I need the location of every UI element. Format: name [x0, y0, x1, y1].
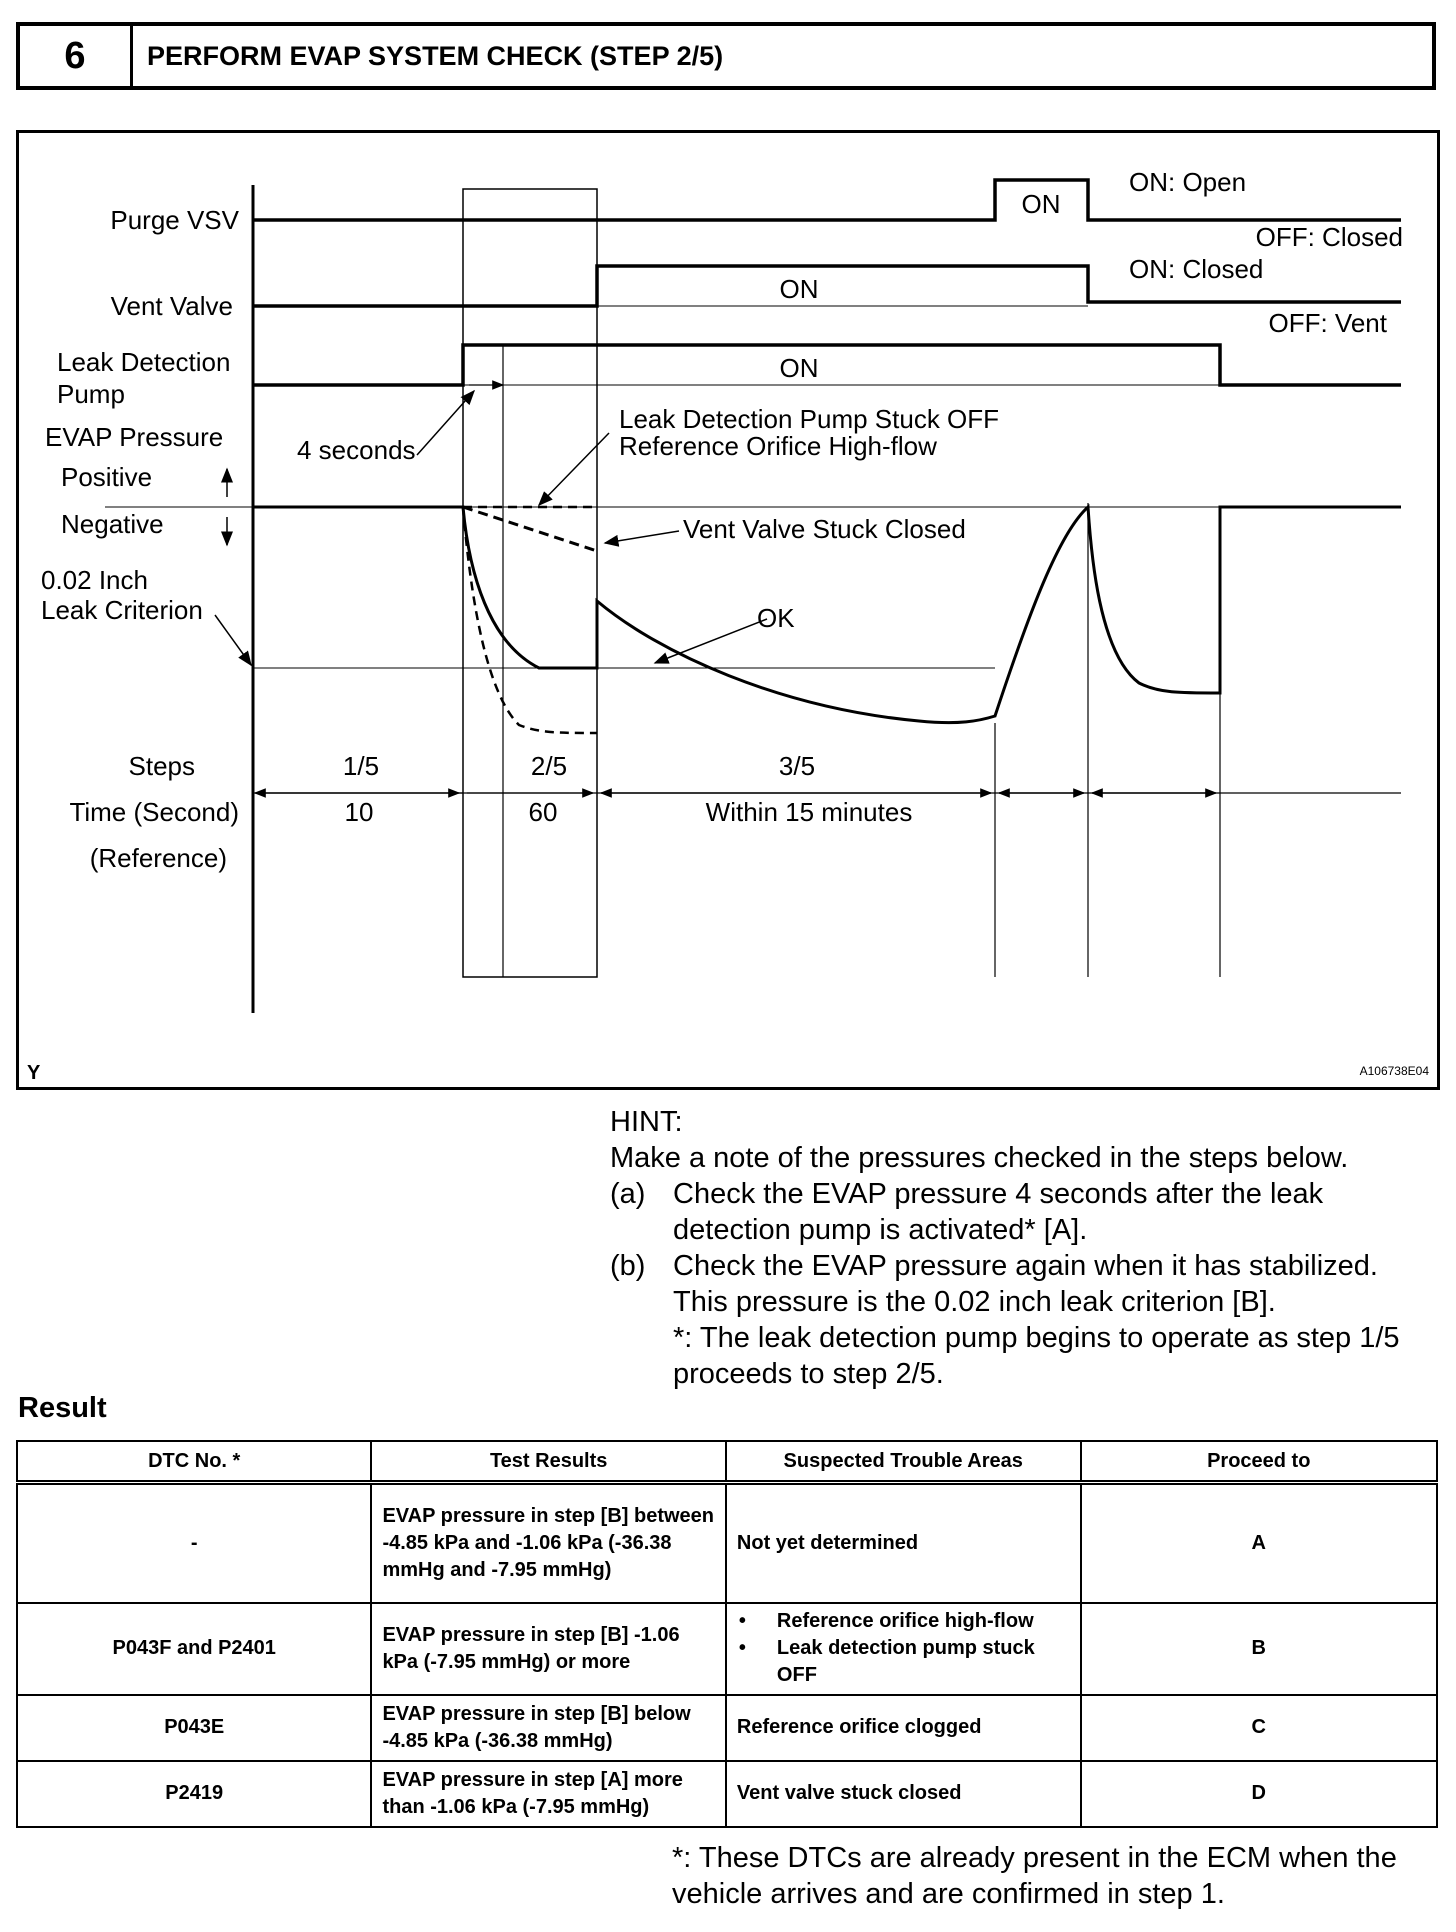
step-3-label: 3/5 — [778, 751, 816, 781]
cell-areas: Not yet determined — [726, 1483, 1081, 1603]
step-1-label: 1/5 — [342, 751, 380, 781]
time-3-label: Within 15 minutes — [705, 797, 913, 827]
label-negative: Negative — [61, 509, 164, 539]
cell-dtc: P043F and P2401 — [17, 1603, 371, 1695]
col-proceed: Proceed to — [1081, 1441, 1437, 1483]
hint-item-text: Check the EVAP pressure again when it has stabilized. — [673, 1250, 1378, 1282]
table-row — [17, 1603, 1437, 1695]
timing-diagram-svg — [19, 133, 1437, 1087]
purge-on-label: ON — [1021, 189, 1061, 219]
step-number: 6 — [20, 26, 133, 86]
label-purge-vsv: Purge VSV — [110, 205, 239, 235]
table-row — [17, 1695, 1437, 1761]
ok-label: OK — [757, 603, 795, 633]
time-2-label: 60 — [528, 797, 558, 827]
hint-item-text: This pressure is the 0.02 inch leak criterion [B]. — [673, 1286, 1276, 1318]
stuck-off-label-2: Reference Orifice High-flow — [619, 431, 937, 461]
stuck-off-leader — [539, 433, 609, 505]
pump-on-label: ON — [779, 353, 819, 383]
footnote — [672, 1840, 1452, 1912]
cell-proceed: A — [1081, 1483, 1437, 1603]
cell-test: EVAP pressure in step [A] more than -1.06 kPa (-7.95 mmHg) — [371, 1761, 725, 1827]
criterion-leader — [215, 615, 251, 665]
footnote-line: *: These DTCs are already present in the ECM when the — [672, 1842, 1397, 1874]
hint-note-2: proceeds to step 2/5. — [673, 1358, 944, 1390]
ok-leader — [655, 619, 767, 663]
table-row — [17, 1483, 1437, 1603]
label-criterion-1: 0.02 Inch — [41, 565, 148, 595]
purge-off-closed-label: OFF: Closed — [1255, 222, 1403, 252]
col-dtc: DTC No. * — [17, 1441, 371, 1483]
cell-dtc: P043E — [17, 1695, 371, 1761]
result-heading: Result — [18, 1392, 107, 1424]
result-table — [16, 1440, 1438, 1828]
hint-item-b — [610, 1248, 1450, 1320]
label-positive: Positive — [61, 462, 153, 492]
timing-diagram — [16, 130, 1440, 1090]
cell-dtc: - — [17, 1483, 371, 1603]
four-seconds-label: 4 seconds — [297, 435, 416, 465]
vent-stuck-label: Vent Valve Stuck Closed — [683, 514, 966, 544]
hint-title: HINT: — [610, 1106, 683, 1138]
purge-on-open-label: ON: Open — [1129, 167, 1247, 197]
vent-on-label: ON — [779, 274, 819, 304]
vent-off-vent-label: OFF: Vent — [1268, 308, 1387, 338]
hint-block — [610, 1104, 1450, 1392]
cell-test: EVAP pressure in step [B] below -4.85 kPa (-36.38 mmHg) — [371, 1695, 725, 1761]
cell-proceed: B — [1081, 1603, 1437, 1695]
section-header — [16, 22, 1436, 90]
cell-areas — [726, 1603, 1081, 1695]
col-test: Test Results — [371, 1441, 725, 1483]
table-header-row — [17, 1441, 1437, 1483]
cell-proceed: D — [1081, 1761, 1437, 1827]
leak-pump-trace — [253, 345, 1401, 385]
time-1-label: 10 — [344, 797, 374, 827]
vent-stuck-leader — [605, 531, 679, 543]
time-label: Time (Second) — [69, 797, 239, 827]
cell-areas: Vent valve stuck closed — [726, 1761, 1081, 1827]
hint-item-text: Check the EVAP pressure 4 seconds after the leak — [673, 1178, 1324, 1210]
cell-dtc: P2419 — [17, 1761, 371, 1827]
reference-label: (Reference) — [89, 843, 227, 873]
label-criterion-2: Leak Criterion — [41, 595, 203, 625]
col-areas: Suspected Trouble Areas — [726, 1441, 1081, 1483]
cell-areas: Reference orifice clogged — [726, 1695, 1081, 1761]
vent-stuck-trace — [463, 507, 597, 551]
label-leak-pump-2: Pump — [57, 379, 125, 409]
table-row — [17, 1761, 1437, 1827]
cell-test: EVAP pressure in step [B] between -4.85 kPa and -1.06 kPa (-36.38 mmHg and -7.95 mmHg) — [371, 1483, 725, 1603]
figure-id: A106738E04 — [1359, 1064, 1429, 1078]
hint-intro: Make a note of the pressures checked in the steps below. — [610, 1142, 1349, 1174]
steps-label: Steps — [128, 751, 195, 781]
section-title: PERFORM EVAP SYSTEM CHECK (STEP 2/5) — [147, 40, 724, 71]
hint-item-label: (a) — [610, 1178, 646, 1210]
clogged-trace — [463, 507, 597, 733]
hint-note-1: *: The leak detection pump begins to operate as step 1/5 — [673, 1322, 1400, 1354]
cell-proceed: C — [1081, 1695, 1437, 1761]
cell-test: EVAP pressure in step [B] -1.06 kPa (-7.95 mmHg) or more — [371, 1603, 725, 1695]
hint-item-label: (b) — [610, 1250, 646, 1282]
footnote-line: vehicle arrives and are confirmed in step 1. — [672, 1878, 1225, 1910]
four-seconds-leader — [417, 391, 474, 455]
step-2-label: 2/5 — [530, 751, 568, 781]
vent-on-closed-label: ON: Closed — [1129, 254, 1264, 284]
label-leak-pump-1: Leak Detection — [57, 347, 231, 377]
hint-item-text: detection pump is activated* [A]. — [673, 1214, 1088, 1246]
area-item: • Reference orifice high-flow — [765, 1608, 1070, 1635]
label-vent-valve: Vent Valve — [110, 291, 233, 321]
label-evap-pressure: EVAP Pressure — [45, 422, 224, 452]
hint-item-a — [610, 1176, 1450, 1248]
corner-mark: Y — [27, 1062, 41, 1084]
stuck-off-label-1: Leak Detection Pump Stuck OFF — [619, 404, 1000, 434]
area-item: • Leak detection pump stuck OFF — [765, 1635, 1070, 1689]
